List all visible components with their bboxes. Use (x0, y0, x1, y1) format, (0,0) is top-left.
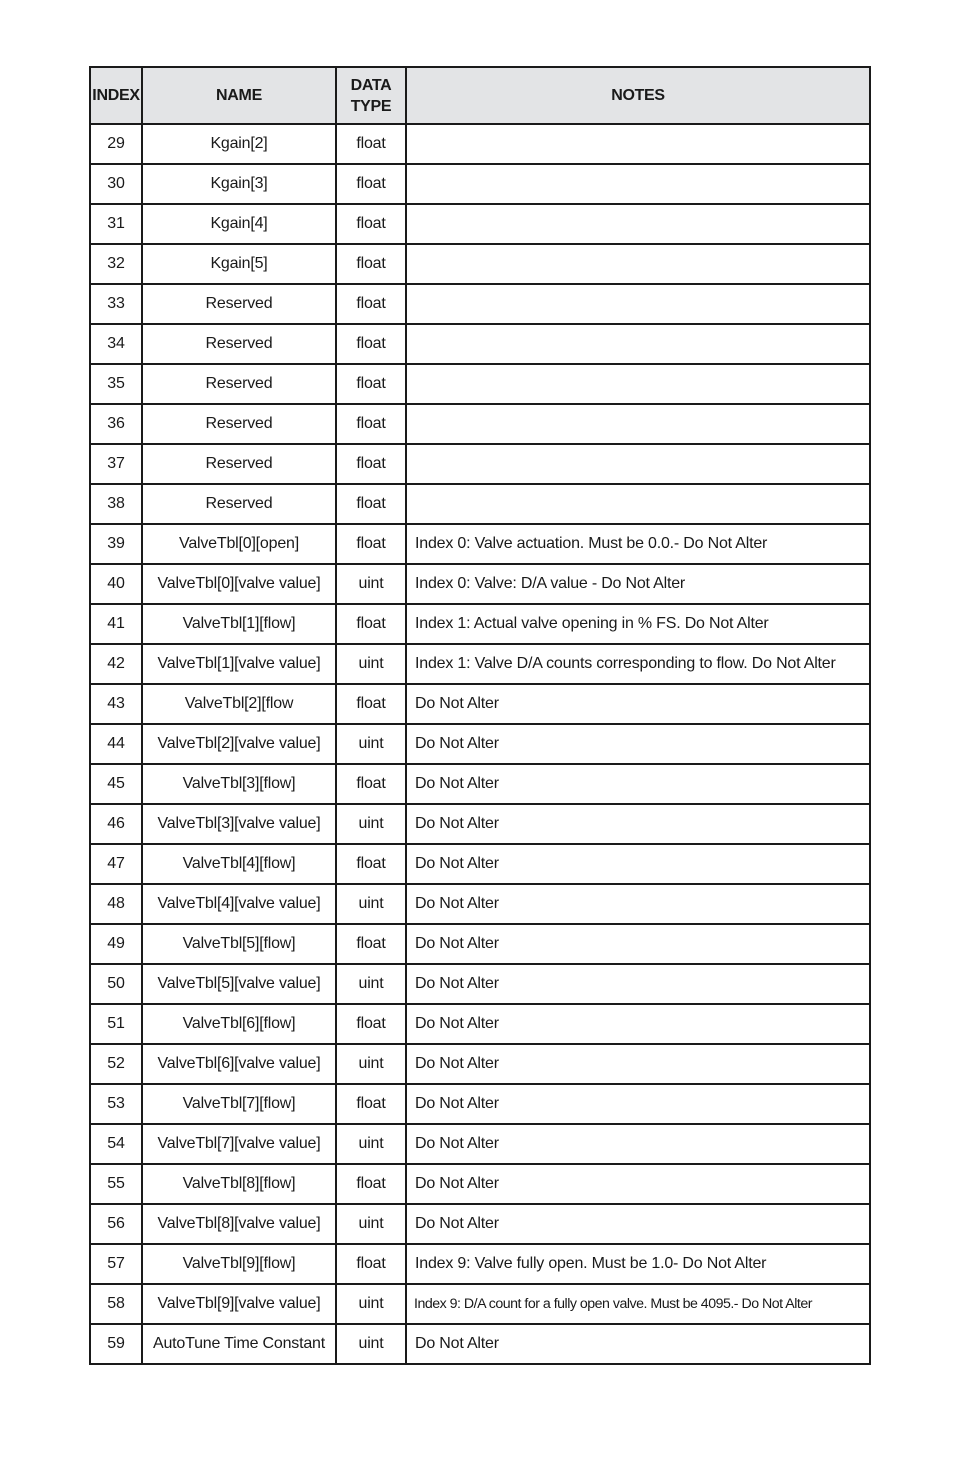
cell-index: 59 (107, 1335, 125, 1352)
table-row (90, 204, 870, 244)
cell-index: 57 (90, 1244, 142, 1284)
cell-notes: Do Not Alter (406, 1124, 870, 1164)
cell-name: ValveTbl[6][flow] (142, 1004, 336, 1044)
table-row (90, 724, 870, 764)
cell-name: ValveTbl[8][valve value] (142, 1204, 336, 1244)
cell-index: 39 (90, 524, 142, 564)
cell-notes: Do Not Alter (406, 724, 870, 764)
cell-notes (406, 324, 870, 364)
cell-notes: Do Not Alter (406, 1044, 870, 1084)
cell-name: ValveTbl[6][valve value] (142, 1044, 336, 1084)
cell-notes: Index 0: Valve actuation. Must be 0.0.- Do Not Alter (406, 524, 870, 564)
cell-index: 53 (90, 1084, 142, 1124)
cell-notes (406, 164, 870, 204)
cell-index: 30 (90, 164, 142, 204)
table-row (90, 564, 870, 604)
table-row (90, 524, 870, 564)
cell-data-type: float (336, 524, 406, 564)
cell-notes (406, 204, 870, 244)
cell-name: ValveTbl[1][valve value] (142, 644, 336, 684)
cell-index: 36 (90, 404, 142, 444)
cell-data-type: float (336, 1164, 406, 1204)
cell-index: 41 (90, 604, 142, 644)
header-data-type-line2: TYPE (350, 97, 392, 115)
cell-notes: Index 9: Valve fully open. Must be 1.0- Do Not Alter (406, 1244, 870, 1284)
cell-notes (406, 244, 870, 284)
cell-name: ValveTbl[4][flow] (142, 844, 336, 884)
table-row (90, 1124, 870, 1164)
table-row (90, 1164, 870, 1204)
cell-data-type: float (336, 764, 406, 804)
cell-name: Kgain[4] (142, 204, 336, 244)
cell-index: 34 (90, 324, 142, 364)
cell-name: ValveTbl[2][flow (142, 684, 336, 724)
cell-data-type: float (336, 684, 406, 724)
table-row (90, 684, 870, 724)
cell-notes: Do Not Alter (406, 1324, 870, 1364)
header-notes: NOTES (406, 67, 870, 124)
cell-data-type: float (336, 124, 406, 164)
cell-notes (406, 404, 870, 444)
table-row (90, 1044, 870, 1084)
cell-name: ValveTbl[8][flow] (142, 1164, 336, 1204)
cell-data-type: float (336, 604, 406, 644)
cell-name: Kgain[2] (142, 124, 336, 164)
cell-name: ValveTbl[9][flow] (142, 1244, 336, 1284)
cell-name: ValveTbl[5][valve value] (142, 964, 336, 1004)
cell-notes: Do Not Alter (406, 1164, 870, 1204)
cell-index: 38 (90, 484, 142, 524)
cell-data-type: uint (336, 1324, 406, 1364)
cell-name: ValveTbl[1][flow] (142, 604, 336, 644)
cell-index: 55 (90, 1164, 142, 1204)
cell-name: ValveTbl[0][open] (142, 524, 336, 564)
header-data-type (336, 67, 406, 124)
header-name: NAME (142, 67, 336, 124)
cell-name: Reserved (142, 284, 336, 324)
parameter-table (89, 66, 871, 1365)
cell-data-type: float (336, 364, 406, 404)
cell-index: 40 (90, 564, 142, 604)
cell-index: 31 (90, 204, 142, 244)
table-row (90, 1244, 870, 1284)
cell-data-type: float (336, 924, 406, 964)
cell-index: 47 (90, 844, 142, 884)
table-row (90, 644, 870, 684)
cell-index: 58 (90, 1284, 142, 1324)
table-row (90, 1204, 870, 1244)
cell-data-type: uint (336, 1284, 406, 1324)
cell-notes: Do Not Alter (406, 764, 870, 804)
cell-notes (406, 484, 870, 524)
cell-notes: Index 9: D/A count for a fully open valve. Must be 4095.- Do Not Alter (406, 1284, 870, 1324)
cell-name: AutoTune Time Constant (142, 1324, 336, 1364)
cell-index: 49 (90, 924, 142, 964)
cell-data-type: float (336, 1244, 406, 1284)
cell-data-type: float (336, 244, 406, 284)
table-row (90, 324, 870, 364)
cell-data-type: float (336, 404, 406, 444)
cell-name: Reserved (142, 444, 336, 484)
header-row (90, 67, 870, 124)
table-row (90, 364, 870, 404)
cell-index: 37 (90, 444, 142, 484)
cell-index: 56 (90, 1204, 142, 1244)
cell-name: ValveTbl[4][valve value] (142, 884, 336, 924)
table-row (90, 924, 870, 964)
cell-notes: Do Not Alter (406, 1204, 870, 1244)
cell-index: 44 (90, 724, 142, 764)
cell-data-type: float (336, 324, 406, 364)
table-row (90, 764, 870, 804)
cell-notes: Do Not Alter (406, 844, 870, 884)
table-row (90, 1324, 870, 1364)
cell-index: 45 (90, 764, 142, 804)
table-row (90, 1004, 870, 1044)
cell-data-type: float (336, 284, 406, 324)
table-row (90, 604, 870, 644)
cell-notes: Do Not Alter (406, 1004, 870, 1044)
cell-data-type: float (336, 1004, 406, 1044)
cell-index: 35 (90, 364, 142, 404)
header-index: INDEX (90, 67, 142, 124)
cell-notes (406, 124, 870, 164)
table-row (90, 124, 870, 164)
cell-name: ValveTbl[5][flow] (142, 924, 336, 964)
cell-data-type: float (336, 844, 406, 884)
table-row (90, 284, 870, 324)
cell-notes: Do Not Alter (406, 684, 870, 724)
cell-data-type: uint (336, 804, 406, 844)
cell-data-type: float (336, 164, 406, 204)
cell-name: Reserved (142, 324, 336, 364)
cell-index: 32 (90, 244, 142, 284)
table-header (90, 67, 870, 124)
cell-data-type: float (336, 204, 406, 244)
cell-name: ValveTbl[3][flow] (142, 764, 336, 804)
cell-data-type: float (336, 484, 406, 524)
cell-name: Reserved (142, 364, 336, 404)
cell-index: 33 (90, 284, 142, 324)
cell-name: ValveTbl[9][valve value] (142, 1284, 336, 1324)
table-row (90, 484, 870, 524)
cell-notes (406, 364, 870, 404)
cell-notes: Do Not Alter (406, 804, 870, 844)
table-row (90, 964, 870, 1004)
table-row (90, 1284, 870, 1324)
cell-data-type: uint (336, 644, 406, 684)
cell-data-type: uint (336, 884, 406, 924)
cell-notes: Do Not Alter (406, 964, 870, 1004)
cell-notes (406, 444, 870, 484)
cell-name: Kgain[5] (142, 244, 336, 284)
cell-notes: Index 1: Actual valve opening in % FS. Do Not Alter (406, 604, 870, 644)
cell-data-type: uint (336, 1044, 406, 1084)
cell-index: 48 (90, 884, 142, 924)
header-data-type-line1: DATA (350, 76, 392, 94)
table-row (90, 244, 870, 284)
table-row (90, 444, 870, 484)
cell-data-type: float (336, 1084, 406, 1124)
cell-name: Reserved (142, 404, 336, 444)
cell-index: 51 (90, 1004, 142, 1044)
cell-notes: Do Not Alter (406, 884, 870, 924)
cell-name: Kgain[3] (142, 164, 336, 204)
table-body (90, 124, 870, 1364)
table-row (90, 804, 870, 844)
cell-name: ValveTbl[2][valve value] (142, 724, 336, 764)
cell-index: 29 (90, 124, 142, 164)
cell-notes (406, 284, 870, 324)
cell-index: 52 (90, 1044, 142, 1084)
cell-name: ValveTbl[7][valve value] (142, 1124, 336, 1164)
cell-name: Reserved (142, 484, 336, 524)
cell-index: 42 (90, 644, 142, 684)
cell-name: ValveTbl[0][valve value] (142, 564, 336, 604)
cell-index: 43 (90, 684, 142, 724)
cell-name: ValveTbl[3][valve value] (142, 804, 336, 844)
cell-name: ValveTbl[7][flow] (142, 1084, 336, 1124)
cell-notes: Do Not Alter (406, 924, 870, 964)
table-row (90, 884, 870, 924)
cell-data-type: uint (336, 964, 406, 1004)
parameter-table-container (89, 66, 869, 1365)
cell-notes: Index 1: Valve D/A counts corresponding to flow. Do Not Alter (406, 644, 870, 684)
cell-notes: Do Not Alter (406, 1084, 870, 1124)
cell-index: 50 (90, 964, 142, 1004)
cell-data-type: uint (336, 1124, 406, 1164)
table-row (90, 1084, 870, 1124)
cell-index: 46 (90, 804, 142, 844)
cell-data-type: float (336, 444, 406, 484)
table-row (90, 844, 870, 884)
cell-data-type: uint (336, 1204, 406, 1244)
table-row (90, 164, 870, 204)
cell-notes: Index 0: Valve: D/A value - Do Not Alter (406, 564, 870, 604)
table-row (90, 404, 870, 444)
cell-data-type: uint (336, 724, 406, 764)
cell-index: 54 (90, 1124, 142, 1164)
cell-data-type: uint (336, 564, 406, 604)
